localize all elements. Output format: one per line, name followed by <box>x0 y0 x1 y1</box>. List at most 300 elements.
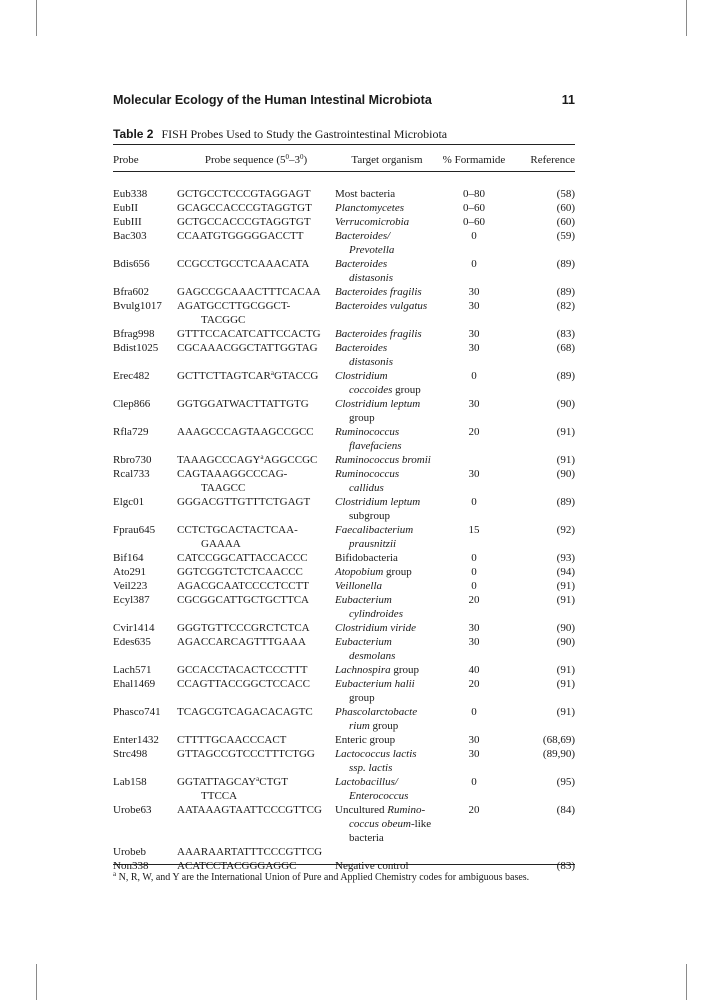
footnote-ref: a <box>256 775 260 783</box>
probe-name: Rfla729 <box>113 426 149 438</box>
target-organism <box>335 285 439 299</box>
crop-mark <box>686 964 687 1000</box>
table-row <box>113 859 575 873</box>
sequence-part: TAAAGCCCAGY <box>177 454 261 466</box>
target-line: group <box>349 412 375 424</box>
sequence-line: ACATCCTACGGGAGGC <box>177 860 297 872</box>
table-row <box>113 369 575 397</box>
sequence-line: AAAGCCCAGTAAGCCGCC <box>177 426 314 438</box>
target-line: Bacteroides vulgatus <box>335 300 428 312</box>
target-line: Eubacterium halii <box>335 678 415 690</box>
formamide-value <box>439 453 509 467</box>
probe-table <box>113 144 575 873</box>
reference-value: (91) <box>556 426 575 438</box>
sequence-line: TTCCA <box>201 790 238 802</box>
sequence-line: GAAAA <box>201 538 241 550</box>
probe-name: Rbro730 <box>113 454 152 466</box>
target-line: Ruminococcus <box>335 468 400 480</box>
probe-sequence <box>177 733 335 747</box>
sequence-line: GTTTCCACATCATTCCACTG <box>177 328 321 340</box>
table-label: Table 2 <box>113 127 154 141</box>
probe-sequence <box>177 551 335 565</box>
probe-sequence <box>177 803 335 845</box>
target-line: Enterococcus <box>349 790 409 802</box>
probe-sequence <box>177 201 335 215</box>
sequence-line <box>177 369 335 383</box>
sequence-line: CCTCTGCACTACTCAA- <box>177 524 298 536</box>
table-row <box>113 341 575 369</box>
footnote-marker: a <box>113 870 117 878</box>
target-line: Bacteroides fragilis <box>335 286 422 298</box>
reference-value: (89) <box>556 370 575 382</box>
table-row <box>113 425 575 453</box>
probe-sequence <box>177 635 335 663</box>
target-text: Rumino- <box>387 804 426 816</box>
probe-name: Bvulg1017 <box>113 300 162 312</box>
probe-sequence <box>177 257 335 285</box>
table-row <box>113 579 575 593</box>
sequence-part: CTGT <box>259 776 288 788</box>
table-row <box>113 467 575 495</box>
reference-value: (83) <box>556 860 575 872</box>
header-prime-mark: 0 <box>299 153 304 161</box>
probe-name: Erec482 <box>113 370 150 382</box>
probe-name: Ecyl387 <box>113 594 150 606</box>
reference-value: (94) <box>556 566 575 578</box>
footnote-ref: a <box>270 369 274 377</box>
table-row <box>113 285 575 299</box>
reference-value: (91) <box>556 706 575 718</box>
target-line <box>335 817 439 831</box>
target-organism <box>335 327 439 341</box>
crop-mark <box>36 0 37 36</box>
probe-sequence <box>177 663 335 677</box>
table-row <box>113 523 575 551</box>
target-line: Bacteroides/ <box>335 230 391 242</box>
sequence-line: GGTCGGTCTCTCAACCC <box>177 566 303 578</box>
target-organism <box>335 635 439 663</box>
reference-value: (92) <box>556 524 575 536</box>
sequence-line: AGACCARCAGTTTGAAA <box>177 636 306 648</box>
target-organism <box>335 523 439 551</box>
target-organism <box>335 425 439 453</box>
table-row <box>113 705 575 733</box>
table-footnote <box>113 872 583 883</box>
sequence-line: AATAAAGTAATTCCCGTTCG <box>177 804 322 816</box>
target-line: Lactobacillus/ <box>335 776 398 788</box>
reference-value: (60) <box>556 202 575 214</box>
probe-name: Enter1432 <box>113 734 159 746</box>
table-row <box>113 845 575 859</box>
reference-value: (93) <box>556 552 575 564</box>
probe-sequence <box>177 215 335 229</box>
target-line: Most bacteria <box>335 188 396 200</box>
probe-sequence <box>177 579 335 593</box>
formamide-value: 30 <box>468 622 480 634</box>
target-line <box>335 663 439 677</box>
sequence-line: CCAGTTACCGGCTCCACC <box>177 678 310 690</box>
probe-sequence <box>177 845 335 859</box>
table-header-row <box>113 144 575 175</box>
probe-name: EubIII <box>113 216 142 228</box>
reference-value: (91) <box>556 454 575 466</box>
probe-sequence <box>177 285 335 299</box>
probe-sequence <box>177 327 335 341</box>
target-organism <box>335 803 439 845</box>
sequence-line: GCCACCTACACTCCCTTT <box>177 664 308 676</box>
formamide-value <box>439 859 509 873</box>
target-line: Clostridium <box>335 370 388 382</box>
probe-name: Bdist1025 <box>113 342 159 354</box>
table-body <box>113 175 575 873</box>
table-row <box>113 201 575 215</box>
reference-value: (84) <box>556 804 575 816</box>
target-organism <box>335 593 439 621</box>
table-row <box>113 677 575 705</box>
sequence-line: AAARAARTATTTCCCGTTCG <box>177 846 323 858</box>
table-row <box>113 635 575 663</box>
probe-sequence <box>177 467 335 495</box>
probe-name: Veil223 <box>113 580 148 592</box>
target-line: Enteric group <box>335 734 396 746</box>
formamide-value: 20 <box>468 804 480 816</box>
target-line: Clostridium leptum <box>335 398 421 410</box>
target-line: Bifidobacteria <box>335 552 398 564</box>
formamide-value: 0 <box>471 370 477 382</box>
target-organism <box>335 341 439 369</box>
table-row <box>113 175 575 201</box>
sequence-line: GCAGCCACCCGTAGGTGT <box>177 202 312 214</box>
formamide-value: 40 <box>468 664 480 676</box>
header-prime-mark: 0 <box>285 153 289 161</box>
target-line: subgroup <box>349 510 390 522</box>
target-organism <box>335 467 439 495</box>
target-text: coccoides <box>349 384 393 396</box>
probe-sequence <box>177 747 335 775</box>
target-line: Ruminococcus <box>335 426 400 438</box>
page-number: 11 <box>561 93 575 107</box>
target-line: desmolans <box>349 650 396 662</box>
target-line <box>335 719 439 733</box>
probe-name: Bdis656 <box>113 258 150 270</box>
probe-name: Bac303 <box>113 230 147 242</box>
target-text: group <box>392 384 421 396</box>
reference-value <box>509 845 575 859</box>
probe-sequence <box>177 775 335 803</box>
sequence-line: GGGTGTTCCCGRCTCTCA <box>177 622 310 634</box>
sequence-line: CGCGGCATTGCTGCTTCA <box>177 594 310 606</box>
formamide-value: 0–60 <box>463 216 485 228</box>
table-row <box>113 495 575 523</box>
target-line: distasonis <box>349 272 394 284</box>
table-row <box>113 215 575 229</box>
formamide-value: 30 <box>468 328 480 340</box>
target-organism <box>335 565 439 579</box>
footnote-text: N, R, W, and Y are the International Union of Pure and Applied Chemistry codes for ambiguous bases. <box>116 872 530 883</box>
table-row <box>113 593 575 621</box>
sequence-part: GTACCG <box>273 370 319 382</box>
table-row <box>113 327 575 341</box>
target-organism <box>335 579 439 593</box>
target-line: Veillonella <box>335 580 383 592</box>
crop-mark <box>686 0 687 36</box>
table-row <box>113 733 575 747</box>
sequence-line: GAGCCGCAAACTTTCACAA <box>177 286 321 298</box>
formamide-value: 0 <box>471 258 477 270</box>
target-organism <box>335 215 439 229</box>
target-organism <box>335 453 439 467</box>
sequence-line: GTTAGCCGTCCCTTTCTGG <box>177 748 315 760</box>
sequence-line <box>177 453 335 467</box>
target-organism <box>335 369 439 397</box>
probe-sequence <box>177 859 335 873</box>
reference-value: (82) <box>556 300 575 312</box>
probe-name: Rcal733 <box>113 468 150 480</box>
target-line: bacteria <box>349 832 384 844</box>
target-line: prausnitzii <box>349 538 397 550</box>
header-probe: Probe <box>113 154 139 166</box>
table-row <box>113 775 575 803</box>
target-organism <box>335 845 439 859</box>
reference-value: (89) <box>556 496 575 508</box>
target-organism <box>335 201 439 215</box>
formamide-value: 0 <box>471 580 477 592</box>
reference-value: (83) <box>556 328 575 340</box>
sequence-line: CGCAAACGGCTATTGGTAG <box>177 342 318 354</box>
table-caption-text: FISH Probes Used to Study the Gastrointestinal Microbiota <box>161 127 448 141</box>
target-organism <box>335 495 439 523</box>
target-text: Atopobium <box>335 566 384 578</box>
probe-name: Elgc01 <box>113 496 145 508</box>
target-text: rium <box>349 720 370 732</box>
probe-sequence <box>177 621 335 635</box>
target-organism <box>335 859 439 873</box>
target-organism <box>335 677 439 705</box>
sequence-line: AGACGCAATCCCCTCCTT <box>177 580 310 592</box>
reference-value: (90) <box>556 468 575 480</box>
target-organism <box>335 733 439 747</box>
formamide-value: 0–60 <box>463 202 485 214</box>
table-row <box>113 257 575 285</box>
reference-value: (90) <box>556 622 575 634</box>
probe-sequence <box>177 565 335 579</box>
target-organism <box>335 663 439 677</box>
probe-name: Fprau645 <box>113 524 156 536</box>
target-line <box>335 803 439 817</box>
target-line <box>335 565 439 579</box>
table-row <box>113 453 575 467</box>
formamide-value: 15 <box>468 524 480 536</box>
sequence-part: GCTTCTTAGTCAR <box>177 370 271 382</box>
formamide-value: 30 <box>468 748 480 760</box>
target-text: group <box>390 664 420 676</box>
running-head-title: Molecular Ecology of the Human Intestinal Microbiota <box>113 93 432 107</box>
table-caption <box>113 127 583 142</box>
target-line: Eubacterium <box>335 594 392 606</box>
formamide-value: 20 <box>468 426 480 438</box>
probe-sequence <box>177 705 335 733</box>
formamide-value: 0 <box>471 552 477 564</box>
probe-name: Ato291 <box>113 566 146 578</box>
target-line: Ruminococcus bromii <box>335 454 431 466</box>
target-line: Lactococcus lactis <box>335 748 417 760</box>
reference-value: (68) <box>556 342 575 354</box>
target-line: Prevotella <box>349 244 395 256</box>
probe-name: Bfrag998 <box>113 328 155 340</box>
formamide-value: 30 <box>468 734 480 746</box>
formamide-value: 30 <box>468 398 480 410</box>
table-row <box>113 565 575 579</box>
sequence-part: GGTATTAGCAY <box>177 776 257 788</box>
table-row <box>113 621 575 635</box>
target-text: group <box>383 566 412 578</box>
target-line: Verrucomicrobia <box>335 216 410 228</box>
header-reference: Reference <box>530 154 575 166</box>
probe-table-grid <box>113 144 575 873</box>
probe-sequence <box>177 397 335 425</box>
table-row <box>113 747 575 775</box>
probe-name: Bif164 <box>113 552 144 564</box>
target-line: Planctomycetes <box>335 202 405 214</box>
probe-sequence <box>177 495 335 523</box>
target-line: Negative control <box>335 860 409 872</box>
reference-value: (89) <box>556 258 575 270</box>
formamide-value: 0 <box>471 230 477 242</box>
probe-name: Clep866 <box>113 398 151 410</box>
formamide-value: 30 <box>468 468 480 480</box>
target-organism <box>335 257 439 285</box>
sequence-line: TACGGC <box>201 314 246 326</box>
header-sequence-post: ) <box>303 154 308 166</box>
probe-sequence <box>177 523 335 551</box>
target-organism <box>335 551 439 565</box>
probe-name: Urobeb <box>113 846 146 858</box>
probe-name: Lab158 <box>113 776 147 788</box>
target-line: Eubacterium <box>335 636 392 648</box>
target-line: flavefaciens <box>349 440 402 452</box>
reference-value: (95) <box>556 776 575 788</box>
sequence-line: GCTGCCTCCCGTAGGAGT <box>177 188 311 200</box>
table-row <box>113 551 575 565</box>
sequence-line: GCTGCCACCCGTAGGTGT <box>177 216 311 228</box>
sequence-line: CTTTTGCAACCCACT <box>177 734 287 746</box>
sequence-line: TAAGCC <box>201 482 246 494</box>
probe-sequence <box>177 299 335 327</box>
reference-value: (89) <box>556 286 575 298</box>
sequence-line: GGTGGATWACTTATTGTG <box>177 398 309 410</box>
header-sequence-pre: Probe sequence (5 <box>204 154 286 166</box>
formamide-value: 0 <box>471 706 477 718</box>
table-row <box>113 397 575 425</box>
probe-sequence <box>177 229 335 257</box>
target-line: cylindroides <box>349 608 403 620</box>
formamide-value: 30 <box>468 300 480 312</box>
formamide-value: 30 <box>468 342 480 354</box>
table-row <box>113 803 575 845</box>
probe-sequence <box>177 677 335 705</box>
header-target: Target organism <box>351 154 423 166</box>
target-text: group <box>369 720 399 732</box>
formamide-value: 30 <box>468 636 480 648</box>
probe-sequence <box>177 175 335 201</box>
sequence-line: TCAGCGTCAGACACAGTC <box>177 706 313 718</box>
formamide-value: 0 <box>471 566 477 578</box>
sequence-line: CCAATGTGGGGGACCTT <box>177 230 304 242</box>
sequence-line: GGGACGTTGTTTCTGAGT <box>177 496 311 508</box>
sequence-line: AGATGCCTTGCGGCT- <box>177 300 291 312</box>
target-organism <box>335 299 439 327</box>
target-organism <box>335 705 439 733</box>
crop-mark <box>36 964 37 1000</box>
target-text: -like <box>411 818 432 830</box>
formamide-value: 30 <box>468 286 480 298</box>
reference-value: (58) <box>556 188 575 200</box>
sequence-part: AGGCCGC <box>263 454 318 466</box>
target-line: distasonis <box>349 356 394 368</box>
target-organism <box>335 175 439 201</box>
header-formamide: % Formamide <box>442 154 506 166</box>
target-line: callidus <box>349 482 384 494</box>
target-organism <box>335 229 439 257</box>
probe-sequence <box>177 369 335 397</box>
target-organism <box>335 621 439 635</box>
target-text: coccus obeum <box>349 818 412 830</box>
target-text: Lachnospira <box>335 664 391 676</box>
reference-value: (91) <box>556 580 575 592</box>
probe-name: Edes635 <box>113 636 151 648</box>
target-line: Phascolarctobacte <box>335 706 418 718</box>
reference-value: (59) <box>556 230 575 242</box>
reference-value: (91) <box>556 678 575 690</box>
probe-name: EubII <box>113 202 139 214</box>
table-row <box>113 299 575 327</box>
probe-sequence <box>177 341 335 369</box>
formamide-value: 20 <box>468 594 480 606</box>
probe-name: Lach571 <box>113 664 152 676</box>
probe-sequence <box>177 593 335 621</box>
target-line: Faecalibacterium <box>335 524 414 536</box>
reference-value: (91) <box>556 664 575 676</box>
probe-name: Strc498 <box>113 748 148 760</box>
target-line <box>335 383 439 397</box>
probe-name: Eub338 <box>113 188 148 200</box>
reference-value: (90) <box>556 636 575 648</box>
reference-value: (68,69) <box>542 734 575 746</box>
probe-name: Cvir1414 <box>113 622 155 634</box>
target-line: Clostridium viride <box>335 622 416 634</box>
target-organism <box>335 775 439 803</box>
probe-sequence <box>177 425 335 453</box>
target-organism <box>335 397 439 425</box>
reference-value: (89,90) <box>542 748 575 760</box>
target-line: Clostridium leptum <box>335 496 421 508</box>
probe-name: Phasco741 <box>113 706 161 718</box>
formamide-value <box>439 845 509 859</box>
footnote-ref: a <box>260 453 264 461</box>
sequence-line: CATCCGGCATTACCACCC <box>177 552 308 564</box>
probe-name: Ehal1469 <box>113 678 156 690</box>
sequence-line <box>177 775 335 789</box>
target-line: ssp. lactis <box>349 762 393 774</box>
header-sequence-mid: –3 <box>288 154 300 166</box>
probe-name: Non338 <box>113 860 149 872</box>
table-row <box>113 663 575 677</box>
formamide-value: 20 <box>468 678 480 690</box>
formamide-value: 0–80 <box>463 188 485 200</box>
header-sequence <box>177 144 335 175</box>
target-line: Bacteroides <box>335 342 388 354</box>
table-row <box>113 229 575 257</box>
